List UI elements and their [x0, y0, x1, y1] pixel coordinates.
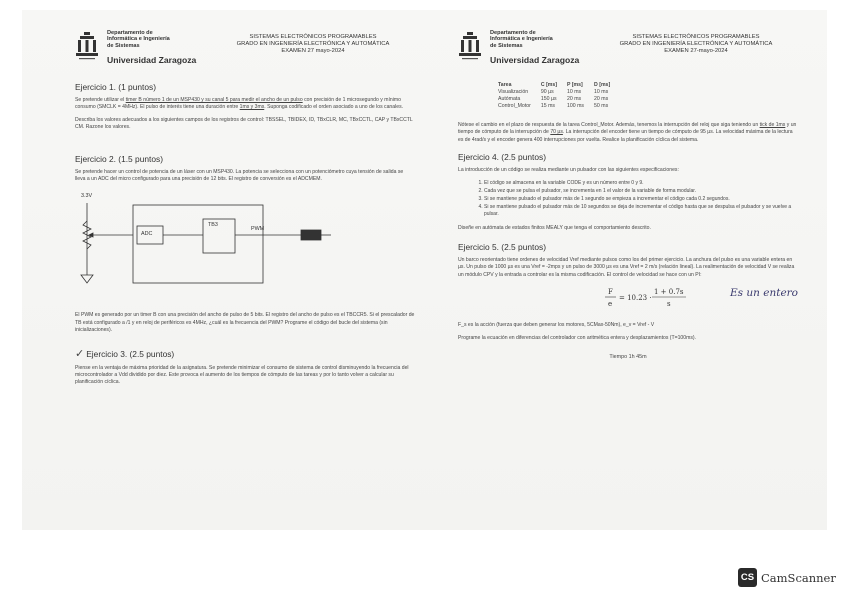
table-cell: 100 ms: [567, 103, 585, 109]
table-cell: 50 ms: [594, 103, 609, 109]
university-crest-icon: [75, 32, 99, 62]
table-row: [498, 89, 620, 96]
exercise-3: [75, 347, 415, 387]
supply-voltage-label: 3.3V: [81, 193, 93, 200]
underlined-text: 70 µs: [550, 129, 563, 136]
camscanner-logo-icon: CS: [738, 568, 757, 587]
underlined-text: 1ms y 3ms: [239, 104, 265, 111]
table-header-cell: C [ms]: [540, 82, 558, 88]
circuit-drawing: [75, 191, 415, 306]
exercise-1-title: Ejercicio 1. (1 puntos): [75, 82, 156, 92]
table-cell: Control_Motor: [498, 103, 531, 109]
exercise-4: [458, 152, 798, 232]
university-name: Universidad Zaragoza: [107, 55, 197, 65]
text-run: con precisión de 1 microsegundo y mínimo consumo (SMCLK = 4MHz). El pulso de interés tiene una duración entre: [75, 97, 401, 111]
exercise-4-statement: La introducción de un código se realiza mediante un pulsador con las siguientes especificaciones:: [458, 167, 679, 174]
university-crest-icon: [458, 32, 482, 62]
list-item: 3. Si se mantiene pulsado el pulsador más de 1 segundo se empieza a incrementar el código cada 0.2 segundos.: [484, 196, 798, 203]
circuit-diagram: [75, 191, 415, 306]
page-header: [458, 30, 798, 74]
exercise-2: [75, 154, 415, 335]
formula-numerator: 1 + 0.7s: [654, 288, 684, 297]
exercise-5: [458, 242, 798, 342]
formula-denominator: s: [667, 300, 671, 309]
list-item: 1. El código se almacena en la variable CODE y es un número entre 0 y 9.: [484, 180, 798, 187]
exercise-1: [75, 82, 415, 132]
exercise-5-statement: Un barco reorientado tiene ordenes de velocidad Vref mediante pulsos como los del primer ejercicio. La anchura del pulso es una variable entera en µs. Un pulso de 1000 µs es una Vref = -2mps y un pulso de 3000 µs es una Vref = 2 m/s (relación lineal). La realimentación de velocidad V se realiza un módulo CPV y la entrada a controlar es la misma codificación. El control de velocidad se hace con un PI:: [458, 257, 795, 278]
exam-page-left: [75, 30, 415, 392]
text-run: . La interrupción del encoder tiene un tiempo de cómputo de 95 µs. La velocidad máxima de la lectura es de 4rad/s y el encoder genera 400 interrupciones por vuelta. Realice la planificación cíclica del sistema.: [458, 129, 793, 143]
text-run: Nótese el cambio en el plazo de respuesta de la tarea Control_Motor. Además, tenemos la interrupción del reloj que siga teniendo un: [458, 122, 760, 128]
exercise-5-title: Ejercicio 5. (2.5 puntos): [458, 242, 546, 253]
text-run: Se pretende utilizar el: [75, 97, 126, 103]
exam-date: EXAMEN 27-mayo-2024: [664, 48, 728, 54]
page-header: [75, 30, 415, 74]
table-cell: 20 ms: [594, 96, 609, 102]
adc-label: ADC: [141, 231, 153, 238]
exercise-2-question: El PWM es generado por un timer B con una precisión del ancho de pulso de 5 bits. El registro del ancho de pulso es el TBCCR5. Si el prescalador de TB está configurado a /1 y en reloj de periféricos es 4MHz, ¿cuál es la frecuencia del PWM? Programe el código del bucle del sistema (sin inicializaciones).: [75, 312, 415, 334]
exercise-4-title: Ejercicio 4. (2.5 puntos): [458, 152, 546, 163]
exam-duration: Tiempo 1h 45m: [609, 354, 647, 361]
checkmark-icon: ✓: [75, 347, 85, 360]
scheduling-statement: [458, 122, 798, 144]
list-item: 2. Cada vez que se pulsa el pulsador, se incrementa en 1 el valor de la variable de forma modular.: [484, 188, 798, 195]
exercise-5-definitions: F_s es la acción (fuerza que deben generar los motores, 5CMax-50Nm), e_v = Vref - V: [458, 322, 655, 329]
table-cell: 90 µs: [540, 89, 554, 95]
list-item: 4. Si se mantiene pulsado el pulsador más de 10 segundos se deja de incrementar el código hasta que se despulsa el pulsador y se vuelve a pulsar.: [484, 204, 798, 218]
exam-heading: [596, 34, 796, 55]
camscanner-name: CamScanner: [761, 570, 836, 585]
table-cell: Visualización: [498, 89, 529, 95]
exercise-3-title: [75, 347, 415, 360]
formula-lhs-numerator: F: [608, 288, 613, 297]
exercise-2-statement: Se pretende hacer un control de potencia de un láser con un MSP430. La potencia se selecciona con un potenciómetro cuya tensión de salida se lleva a un ADC del micro configurado para una precisión de 12 bits. El registro de conversión es el ADCMEM.: [75, 168, 404, 183]
course-title: SISTEMAS ELECTRÓNICOS PROGRAMABLES: [632, 34, 760, 40]
exercise-3-title-text: Ejercicio 3. (2.5 puntos): [86, 348, 175, 359]
exercise-5-question: Programe la ecuación en diferencias del controlador con aritmética entera y desplazamientos (T=100ms).: [458, 334, 696, 341]
underlined-text: tick de 1ms: [759, 122, 786, 128]
underlined-text: timer B número 1 de un MSP430 y su canal 5 para medir el ancho de un pulso: [125, 97, 303, 103]
degree-title: GRADO EN INGENIERÍA ELECTRÓNICA Y AUTOMÁTICA: [619, 41, 773, 47]
university-name: Universidad Zaragoza: [490, 55, 580, 65]
table-header-cell: Tarea: [498, 82, 512, 88]
table-cell: 20 ms: [567, 96, 582, 102]
exercise-4-question: Diseñe en autómata de estados finitos MEALY que tenga el comportamiento descrito.: [458, 224, 651, 231]
exercise-3-statement: Piense en la ventaja de máxima prioridad de la asignatura. Se pretende minimizar el consumo de sistema de control disminuyendo la frecuencia del microcontrolador a Vdd dividido por diez. Este provoca el aumento de los tiempos de cómputo de las tareas y por lo tanto volver a calcular su planificación cíclica.: [75, 364, 409, 386]
text-run: y un tiempo de cómputo de la interrupción de: [458, 122, 797, 136]
table-cell: Autómata: [498, 96, 521, 102]
department-name: Departamento de Informática e Ingeniería de Sistemas: [107, 30, 170, 49]
exercise-1-question: Describa los valores adecuados a los siguientes campos de los registros de control: TBSSEL, TBIDEX, ID, TBxCLR, MC, TBxCCTL, CAP y TBxCCTL CM. Razone los valores.: [75, 116, 413, 131]
pwm-label: PWM: [251, 226, 265, 233]
formula-lhs-denominator: e: [608, 300, 613, 309]
text-run: . Suponga codificado el orden asociado a uno de los canales.: [264, 104, 404, 111]
table-row: [498, 103, 620, 110]
table-header-cell: D [ms]: [594, 82, 611, 88]
timer-label: TB3: [208, 222, 218, 229]
table-row: [498, 96, 620, 103]
formula-coefficient: = 10.23 ·: [619, 294, 652, 303]
task-table: [498, 82, 620, 110]
table-cell: 10 ms: [567, 89, 582, 95]
camscanner-watermark: [738, 568, 836, 587]
table-header-cell: P [ms]: [567, 82, 583, 88]
exam-heading: [213, 34, 413, 55]
exam-date: EXAMEN 27 mayo-2024: [281, 48, 345, 54]
handwritten-note: Es un entero: [730, 287, 799, 300]
degree-title: GRADO EN INGENIERÍA ELECTRÓNICA Y AUTOMÁTICA: [236, 41, 390, 47]
spec-list: [458, 180, 798, 219]
department-name: Departamento de Informática e Ingeniería de Sistemas: [490, 30, 553, 49]
table-header-row: [498, 82, 620, 89]
exercise-1-statement: [75, 97, 415, 112]
course-title: SISTEMAS ELECTRÓNICOS PROGRAMABLES: [249, 34, 377, 40]
table-cell: 150 µs: [540, 96, 557, 102]
pi-formula: [458, 284, 798, 318]
table-cell: 15 ms: [540, 103, 556, 109]
table-cell: 10 ms: [594, 89, 609, 95]
exam-page-right: [458, 30, 798, 360]
exercise-2-title: Ejercicio 2. (1.5 puntos): [75, 153, 163, 164]
